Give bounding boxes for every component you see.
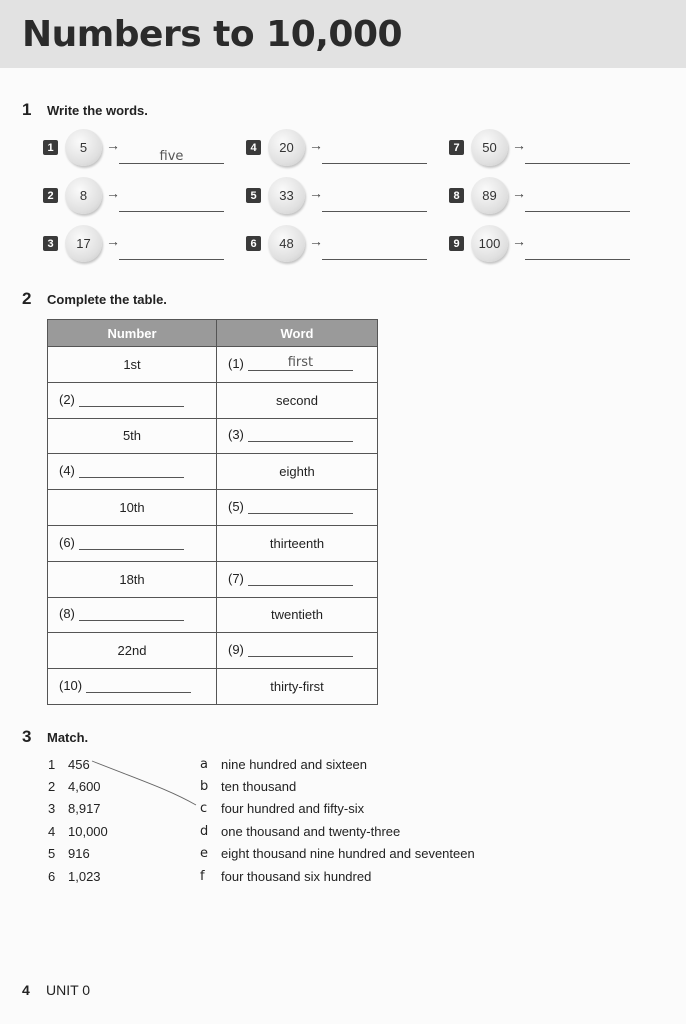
item-key: 5 (48, 846, 56, 862)
item-key: 6 (48, 868, 56, 884)
item-value: 916 (68, 846, 90, 862)
number-circle: 33 (268, 177, 305, 214)
item-key: b (200, 779, 209, 795)
arrow-right-icon: → (106, 137, 120, 153)
column-header-number: Number (48, 320, 217, 347)
number-circle: 5 (65, 129, 102, 166)
blank-label: (5) (228, 498, 244, 514)
number-circle: 17 (65, 225, 102, 262)
arrow-right-icon: → (309, 233, 323, 249)
item-number-badge: 4 (246, 140, 261, 155)
number-circle: 48 (268, 225, 305, 262)
section-title: Complete the table. (47, 291, 167, 307)
item-value: nine hundred and sixteen (221, 756, 368, 772)
blank-label: (9) (228, 642, 244, 658)
item-value: 4,600 (68, 779, 101, 795)
item-key: c (200, 801, 208, 817)
blank-label: (2) (59, 391, 75, 407)
number-cell: 1st (48, 347, 217, 383)
item-value: eight thousand nine hundred and seventeen (221, 846, 475, 862)
section-number: 3 (22, 727, 32, 746)
blank-label: (7) (228, 570, 244, 586)
item-number-badge: 1 (43, 140, 58, 155)
number-circle: 8 (65, 177, 102, 214)
word-cell: second (217, 382, 378, 418)
page-number: 4 (22, 982, 30, 998)
section-number: 1 (22, 100, 32, 119)
number-circle: 50 (471, 129, 508, 166)
item-value: one thousand and twenty-three (221, 823, 401, 839)
item-number-badge: 7 (449, 140, 464, 155)
item-value: 456 (68, 756, 90, 772)
blank-label: (3) (228, 427, 244, 443)
item-number-badge: 9 (449, 236, 464, 251)
item-key: 1 (48, 756, 56, 772)
unit-label: UNIT 0 (46, 982, 91, 998)
arrow-right-icon: → (512, 233, 526, 249)
item-number-badge: 6 (246, 236, 261, 251)
item-key: e (200, 846, 208, 862)
arrow-right-icon: → (512, 185, 526, 201)
item-key: d (200, 823, 209, 839)
number-cell: 5th (48, 418, 217, 454)
word-cell: eighth (217, 454, 378, 490)
number-circle: 89 (471, 177, 508, 214)
number-cell: 10th (48, 490, 217, 526)
section-title: Write the words. (47, 102, 148, 118)
item-key: f (200, 868, 205, 884)
arrow-right-icon: → (309, 185, 323, 201)
item-key: 4 (48, 823, 56, 839)
answer-text: first (287, 354, 314, 370)
item-value: ten thousand (221, 779, 297, 795)
arrow-right-icon: → (106, 233, 120, 249)
arrow-right-icon: → (309, 137, 323, 153)
section-number: 2 (22, 289, 32, 308)
item-value: four hundred and fifty-six (221, 801, 365, 817)
item-value: 10,000 (68, 823, 108, 839)
blank-label: (1) (228, 355, 244, 371)
blank-label: (4) (59, 463, 75, 479)
word-cell: twentieth (217, 597, 378, 633)
item-key: 2 (48, 779, 56, 795)
page-footer (22, 982, 90, 998)
item-number-badge: 3 (43, 236, 58, 251)
blank-label: (10) (59, 677, 83, 693)
item-value: four thousand six hundred (221, 868, 372, 884)
number-cell: 18th (48, 561, 217, 597)
word-cell: thirteenth (217, 525, 378, 561)
item-number-badge: 8 (449, 188, 464, 203)
page-title: Numbers to 10,000 (22, 14, 403, 55)
number-cell: 22nd (48, 633, 217, 669)
word-cell: thirty-first (217, 669, 378, 705)
section-title: Match. (47, 729, 89, 745)
item-key: 3 (48, 801, 56, 817)
item-number-badge: 5 (246, 188, 261, 203)
blank-label: (6) (59, 534, 75, 550)
blank-label: (8) (59, 606, 75, 622)
answer-text: five (159, 149, 184, 164)
number-circle: 20 (268, 129, 305, 166)
column-header-word: Word (217, 320, 378, 347)
item-key: a (200, 756, 208, 772)
item-value: 8,917 (68, 801, 101, 817)
arrow-right-icon: → (512, 137, 526, 153)
item-number-badge: 2 (43, 188, 58, 203)
arrow-right-icon: → (106, 185, 120, 201)
item-value: 1,023 (68, 868, 101, 884)
number-circle: 100 (471, 225, 508, 262)
